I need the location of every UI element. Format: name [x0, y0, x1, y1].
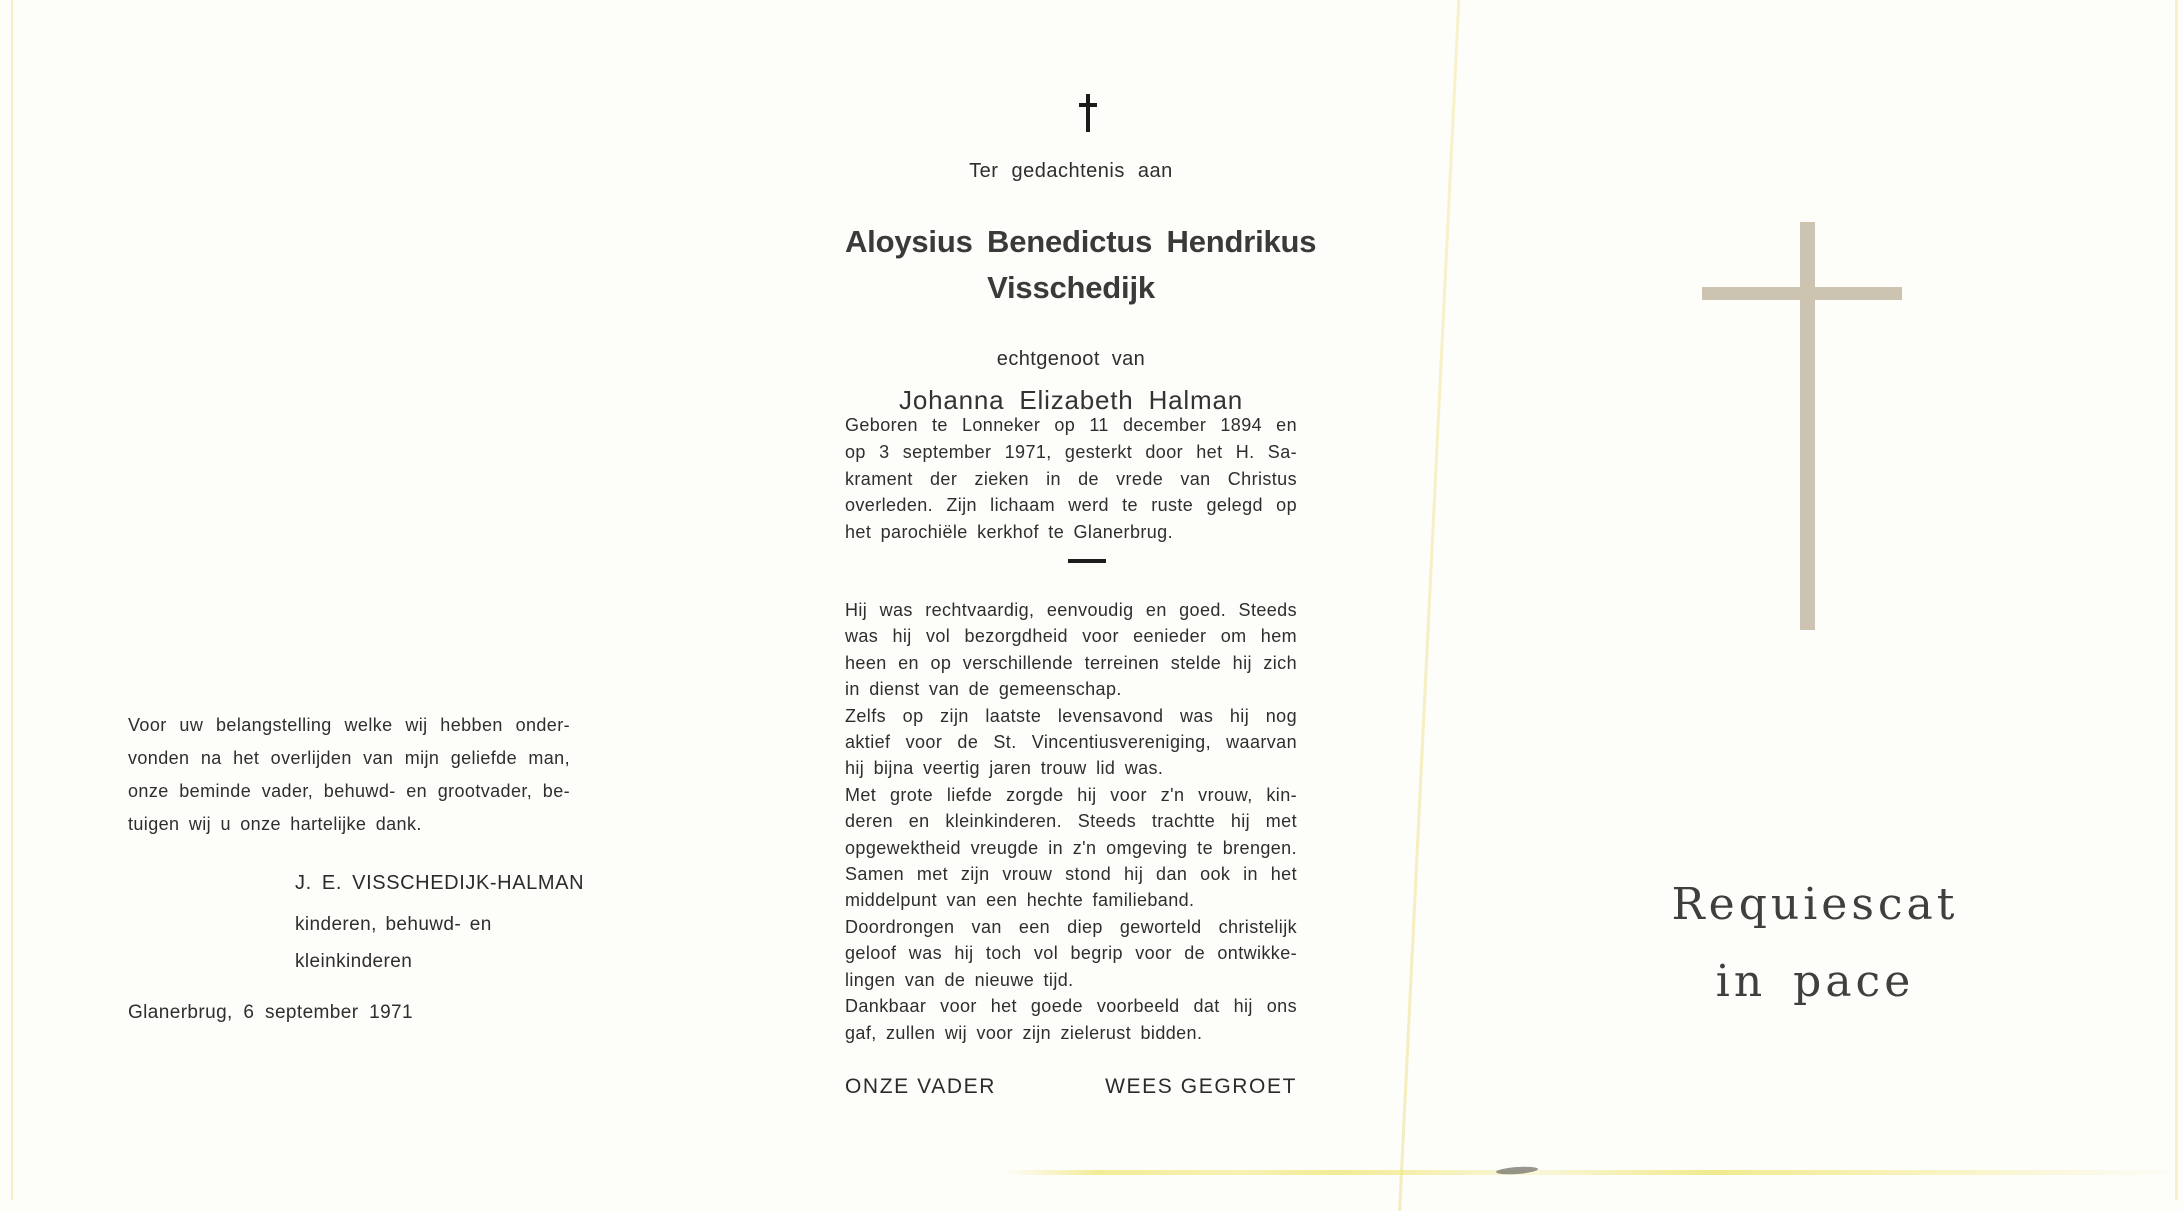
paper-edge-left: [11, 0, 13, 1200]
prayer-left-label: ONZE VADER: [845, 1075, 996, 1098]
text-line: in dienst van de gemeenschap.: [845, 679, 1122, 700]
text-line: Dankbaar voor het goede voorbeeld dat hij ons: [845, 996, 1297, 1017]
deceased-name: [845, 219, 1317, 311]
memorial-cross-icon: [1079, 103, 1097, 107]
text-line: lingen van de nieuwe tijd.: [845, 969, 1074, 990]
place-date-line: Glanerbrug, 6 september 1971: [128, 1002, 413, 1023]
text-line: kinderen, behuwd- en: [295, 914, 492, 935]
latin-cross-icon: [1800, 222, 1815, 630]
prayer-right-label: WEES GEGROET: [1105, 1075, 1297, 1098]
latin-cross-icon: [1702, 287, 1902, 300]
life-story-paragraphs: [845, 597, 1297, 1046]
section-divider: [1068, 559, 1106, 563]
text-line: aktief voor de St. Vincentiusvereniging, waarvan: [845, 732, 1297, 753]
text-line: Hij was rechtvaardig, eenvoudig en goed. Steeds: [845, 600, 1297, 620]
text-line: middelpunt van een hechte familieband.: [845, 890, 1195, 911]
text-line: tuigen wij u onze hartelijke dank.: [128, 814, 422, 834]
requiescat-inscription: [1615, 866, 2015, 1020]
text-line: overleden. Zijn lichaam werd te ruste gelegd op: [845, 495, 1297, 516]
text-line: in pace: [1715, 956, 1915, 1007]
birth-death-paragraph: [845, 412, 1297, 546]
text-line: geloof was hij toch vol begrip voor de ontwikke-: [845, 943, 1297, 964]
text-line: Voor uw belangstelling welke wij hebben onder-: [128, 715, 570, 735]
memorial-label: Ter gedachtenis aan: [969, 160, 1173, 182]
text-line: Zelfs op zijn laatste levensavond was hij nog: [845, 705, 1297, 726]
text-line: Visschedijk: [987, 270, 1155, 305]
card-fold-line: [1398, 0, 1461, 1211]
text-line: Met grote liefde zorgde hij voor z'n vrouw, kin-: [845, 784, 1297, 805]
text-line: heen en op verschillende terreinen stelde hij zich: [845, 652, 1297, 673]
text-line: vonden na het overlijden van mijn geliefde man,: [128, 748, 570, 768]
text-line: Requiescat: [1671, 879, 1959, 930]
relation-label: echtgenoot van: [996, 348, 1146, 370]
text-line: deren en kleinkinderen. Steeds trachtte hij met: [845, 811, 1297, 832]
spouse-name: Johanna Elizabeth Halman: [899, 385, 1243, 415]
text-line: hij bijna veertig jaren trouw lid was.: [845, 758, 1164, 779]
text-line: krament der zieken in de vrede van Christus: [845, 468, 1297, 489]
text-line: gaf, zullen wij voor zijn zielerust bidden.: [845, 1022, 1203, 1043]
text-line: kleinkinderen: [295, 951, 413, 972]
text-line: het parochiële kerkhof te Glanerbrug.: [845, 522, 1173, 543]
text-line: op 3 september 1971, gesterkt door het H. Sa-: [845, 441, 1297, 462]
bottom-crease: [1005, 1170, 2183, 1175]
text-line: opgewektheid vreugde in z'n omgeving te brengen.: [845, 837, 1297, 858]
text-line: was hij vol bezorgdheid voor eenieder om hem: [845, 626, 1297, 647]
text-line: Geboren te Lonneker op 11 december 1894 en: [845, 415, 1297, 435]
memorial-cross-icon: [1086, 94, 1090, 132]
paper-edge-right: [2175, 0, 2178, 1200]
text-line: Doordrongen van een diep geworteld christelijk: [845, 916, 1297, 937]
signature-name: J. E. VISSCHEDIJK-HALMAN: [295, 872, 585, 894]
prayer-row: [845, 1075, 1297, 1099]
signature-relatives: [295, 906, 595, 980]
text-line: onze beminde vader, behuwd- en grootvader, be-: [128, 781, 570, 801]
thanks-paragraph: [128, 709, 570, 841]
text-line: Samen met zijn vrouw stond hij dan ook in het: [845, 864, 1297, 885]
text-line: Aloysius Benedictus Hendrikus: [845, 224, 1317, 259]
